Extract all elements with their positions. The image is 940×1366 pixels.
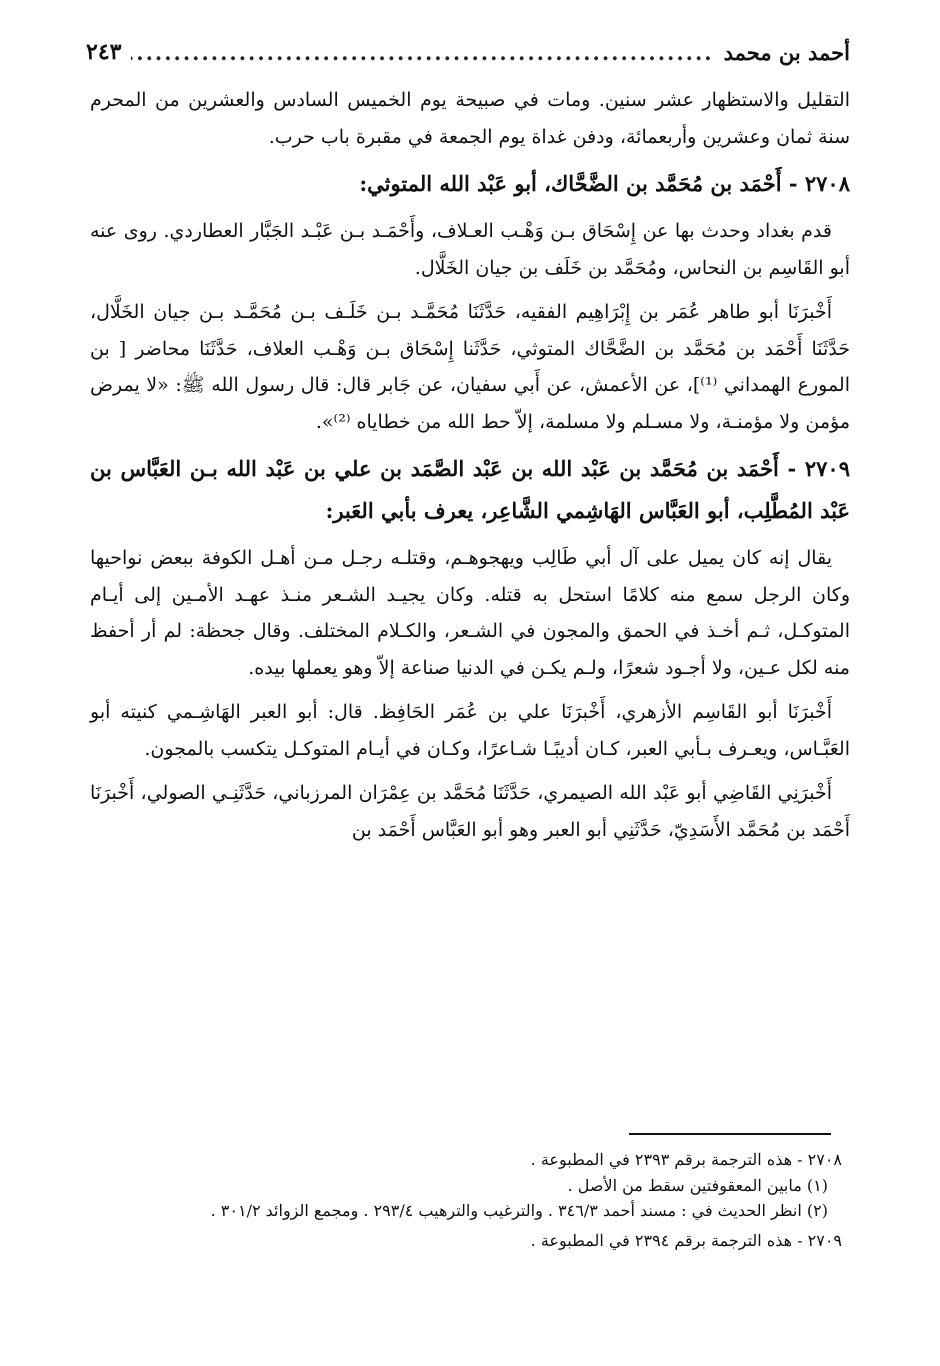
- footnote: ٢٧٠٩ - هذه الترجمة برقم ٢٣٩٤ في المطبوعة .: [530, 1230, 842, 1250]
- footnote-divider: [629, 1133, 831, 1135]
- paragraph: أَخْبرَنَا أبو طاهر عُمَر بن إِبْرَاهِيم الفقيه، حَدَّثَنَا مُحَمَّـد بـن خَلَـف بـن مُحَمَّـد بـن جيان الخَلَّال، حَدَّثَنَا أَحْمَد بن مُحَمَّد بن الضَّحَّاك المتوثي، حَدَّثَنا إِسْحَاق بـن وَهْـب العلاف، حَدَّثَنَا محاضر [ بن المورع الهمداني ⁽¹⁾]، عن الأعمش، عن أَبي سفيان، عن جَابر قال: قال رسول الله ﷺ: «لا يمرض مؤمن ولا مؤمنـة، ولا مسـلم ولا مسلمة، إلاّ حط الله من خطاياه ⁽²⁾».: [90, 301, 850, 433]
- footnote: ٢٧٠٨ - هذه الترجمة برقم ٢٣٩٣ في المطبوعة .: [530, 1150, 842, 1169]
- running-title: أحمد بن محمد: [723, 39, 850, 65]
- footnote: (٢) انظر الحديث في : مسند أحمد ٣٤٦/٣ . والترغيب والترهيب ٢٩٣/٤ . ومجمع الزوائد ٣٠١/٢ .: [210, 1201, 828, 1220]
- leader-dots: [131, 40, 713, 65]
- paragraph: يقال إنه كان يميل على آل أبي طَالِب ويهجوهـم، وقتلـه رجـل مـن أهـل الكوفة ببعض نواحيها وكان الرجل سمع منه كلامًا استحل به قتله. وكان يجيـد الشـعر منـذ عهـد الأمـين إلى أيـام المتوكـل، ثـم أخـذ في الحمق والمجون في الشـعر، والكـلام المختلف. وقال جحظة: لم أر أحفظ منه لكل عـين، ولا أجـود شعرًا، ولـم يكـن في الدنيا صناعة إلاّ وهو يعملها بيده.: [90, 547, 850, 679]
- paragraph: قدم بغداد وحدث بها عن إِسْحَاق بـن وَهْـب العـلاف، وأَحْمَـد بـن عَبْـد الجَبَّار العطاردي. روى عنه أبو القَاسِم بن النحاس، ومُحَمَّد بن خَلَف بن جيان الخَلَّال.: [90, 220, 850, 279]
- footnote: (١) مابين المعقوفتين سقط من الأصل .: [567, 1175, 828, 1195]
- paragraph: التقليل والاستظهار عشر سنين. ومات في صبيحة يوم الخميس السادس والعشرين من المحرم سنة ثمان وعشرين وأربعمائة، ودفن غداة يوم الجمعة في مقبرة باب حرب.: [90, 89, 850, 148]
- paragraph: أَخْبرَنِي القَاضِي أبو عَبْد الله الصيمري، حَدَّثَنَا مُحَمَّد بن عِمْرَان المرزباني، حَدَّثَنِـي الصولي، أَخْبرَنَا أَحْمَد بن مُحَمَّد الأَسَدِيّ، حَدَّثَنِي أبو العبر وهو أبو العَبَّاس أَحْمَد بن: [90, 782, 850, 841]
- paragraph: أَخْبرَنَا أبو القَاسِم الأزهري، أَخْبرَنَا علي بن عُمَر الحَافِظ. قال: أبو العبر الهَاشِـمي كنيته أبو العَبَّـاس، ويعـرف بـأبي العبر، كـان أديبًـا شـاعرًا، وكـان في أيـام المتوكـل يتكسب بالمجون.: [90, 701, 850, 760]
- entry-heading: ٢٧٠٨ - أَحْمَد بن مُحَمَّد بن الضَّحَّاك، أبو عَبْد الله المتوثي:: [359, 171, 850, 196]
- entry-heading: ٢٧٠٩ - أَحْمَد بن مُحَمَّد بن عَبْد الله بن عَبْد الصَّمَد بن علي بن عَبْد الله بـن العَبَّاس بن عَبْد المُطَّلِب، أبو العَبَّاس الهَاشِمي الشَّاعِر، يعرف بأبي العَبر:: [90, 456, 850, 523]
- footnotes: [90, 1148, 850, 1254]
- main-text: [90, 82, 850, 856]
- page-header: [86, 34, 850, 70]
- page-number: ٢٤٣: [86, 39, 122, 65]
